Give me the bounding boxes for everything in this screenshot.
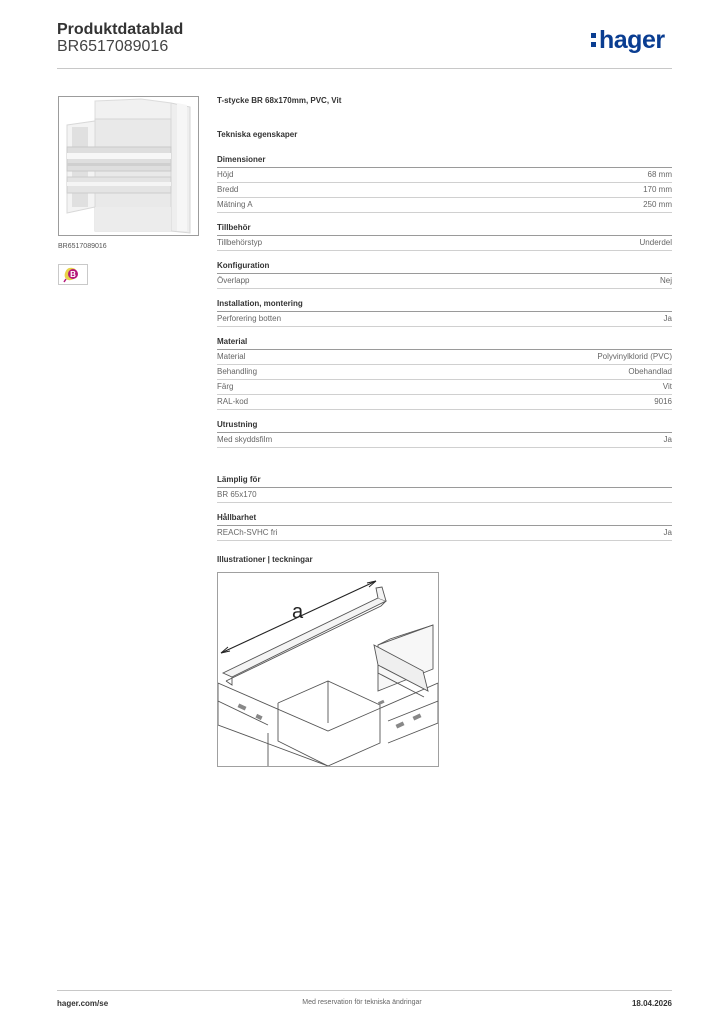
spec-group-suitable: [217, 475, 672, 503]
spec-label: Färg: [217, 382, 234, 391]
header-divider: [57, 68, 672, 69]
spec-value: Ja: [663, 528, 672, 537]
spec-group-accessories: [217, 223, 672, 251]
hager-logo: [591, 26, 665, 55]
group-title: Installation, montering: [217, 299, 672, 312]
spec-group-installation: [217, 299, 672, 327]
spec-label: Höjd: [217, 170, 234, 179]
spec-value: 9016: [654, 397, 672, 406]
group-title: Material: [217, 337, 672, 350]
spec-value: Underdel: [639, 238, 672, 247]
logo-text: hager: [599, 26, 665, 54]
spec-row: [217, 488, 672, 503]
group-title: Hållbarhet: [217, 513, 672, 526]
spec-group-material: [217, 337, 672, 410]
spec-group-sustainability: [217, 513, 672, 541]
spec-row: [217, 274, 672, 289]
spec-label: RAL-kod: [217, 397, 249, 406]
group-title: Konfiguration: [217, 261, 672, 274]
group-title: Tillbehör: [217, 223, 672, 236]
page-title: Produktdatablad: [57, 21, 184, 38]
spec-label: Behandling: [217, 367, 258, 376]
spec-row: [217, 433, 672, 448]
svg-text:B: B: [70, 270, 76, 279]
footer-website: hager.com/se: [57, 999, 109, 1008]
spec-group-equipment: [217, 420, 672, 448]
spec-row: [217, 198, 672, 213]
footer-divider: [57, 990, 672, 991]
product-code: BR6517089016: [57, 38, 169, 55]
spec-group-configuration: [217, 261, 672, 289]
spec-label: Tillbehörstyp: [217, 238, 263, 247]
spec-row: [217, 526, 672, 541]
spec-row: [217, 236, 672, 251]
photo-caption: BR6517089016: [58, 243, 107, 250]
spec-value: 250 mm: [643, 200, 672, 209]
spec-row: [217, 350, 672, 365]
logo-dots-icon: [591, 33, 596, 47]
section-title-technical: Tekniska egenskaper: [217, 130, 298, 139]
spec-value: 68 mm: [647, 170, 672, 179]
group-title: Utrustning: [217, 420, 672, 433]
spec-label: REACh-SVHC fri: [217, 528, 278, 537]
spec-value: Obehandlad: [628, 367, 672, 376]
illustrations-title: Illustrationer | teckningar: [217, 555, 313, 564]
spec-label: Material: [217, 352, 246, 361]
spec-label: Mätning A: [217, 200, 253, 209]
green-label-icon: [59, 265, 87, 284]
spec-value: 170 mm: [643, 185, 672, 194]
product-photo: [58, 96, 199, 236]
footer-disclaimer: Med reservation för tekniska ändringar: [302, 999, 422, 1006]
product-title: T-stycke BR 68x170mm, PVC, Vit: [217, 96, 342, 105]
spec-value: Ja: [663, 435, 672, 444]
spec-row: [217, 312, 672, 327]
group-title: Dimensioner: [217, 155, 672, 168]
spec-label: Perforering botten: [217, 314, 282, 323]
spec-group-dimensions: [217, 155, 672, 213]
spec-label: Med skyddsfilm: [217, 435, 273, 444]
product-photo-image: [59, 97, 198, 235]
spec-value: Ja: [663, 314, 672, 323]
spec-row: [217, 168, 672, 183]
spec-label: Överlapp: [217, 276, 250, 285]
spec-content: [217, 96, 672, 767]
spec-row: [217, 395, 672, 410]
spec-row: [217, 365, 672, 380]
spec-value: Nej: [659, 276, 672, 285]
spec-value: Polyvinylklorid (PVC): [597, 352, 672, 361]
dimension-label-a: a: [292, 601, 304, 623]
t-piece-drawing: [218, 573, 438, 766]
technical-drawing: [217, 572, 439, 767]
spec-label: BR 65x170: [217, 490, 257, 499]
footer-date: 18.04.2026: [631, 999, 672, 1008]
group-title: Lämplig för: [217, 475, 672, 488]
spec-value: Vit: [662, 382, 672, 391]
spec-label: Bredd: [217, 185, 239, 194]
green-label-badge: [58, 264, 88, 285]
spec-row: [217, 183, 672, 198]
spec-row: [217, 380, 672, 395]
